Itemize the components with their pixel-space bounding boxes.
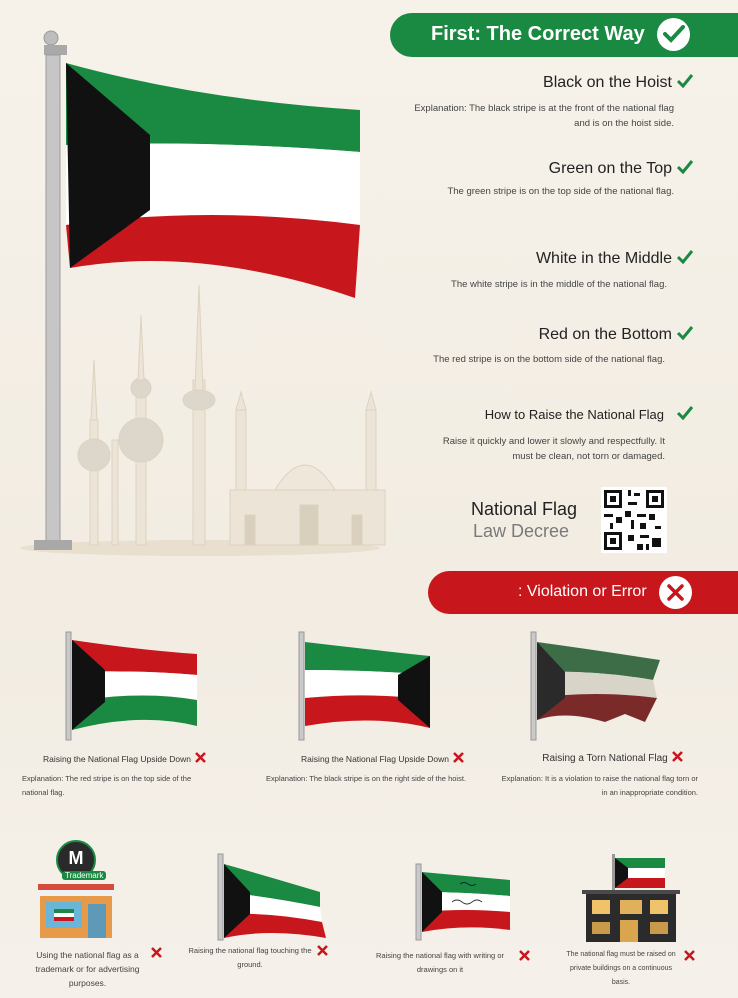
kuwait-towers-illustration [20, 285, 385, 556]
x-icon [683, 949, 696, 962]
x-icon [452, 751, 465, 764]
violation-1-title: Raising the National Flag Upside Down [43, 754, 191, 764]
violation-4-title: Using the national flag as a trademark or for advertising purposes. [35, 950, 140, 988]
rule-3-title: White in the Middle [535, 250, 672, 267]
rule-3 [536, 249, 694, 268]
rule-5-title: How to Raise the National Flag [484, 407, 664, 422]
violation-title: : Violation or Error [518, 583, 647, 600]
flag-touching-ground [210, 852, 330, 942]
rule-5 [485, 405, 694, 422]
rule-5-desc: Raise it quickly and lower it slowly and respectfully. It must be clean, not torn or damaged. [442, 436, 665, 462]
rule-2-title: Green on the Top [548, 160, 672, 177]
correct-way-title: First: The Correct Way [431, 23, 645, 45]
qr-code-icon[interactable] [601, 487, 667, 553]
rule-1 [543, 73, 694, 92]
check-icon [676, 325, 694, 341]
trademark-logo-letter: M [68, 848, 84, 868]
check-icon [676, 249, 694, 265]
x-icon [518, 949, 531, 962]
violation-banner [428, 571, 738, 614]
shop-icon [36, 882, 116, 940]
violation-5-title: Raising the national flag touching the ground. [188, 946, 312, 969]
rule-3-desc: The white stripe is in the middle of the national flag. [451, 279, 667, 290]
x-icon [671, 750, 684, 763]
violation-2-desc: Explanation: The black stripe is on the right side of the hoist. [266, 774, 466, 783]
flag-on-private-building [580, 852, 680, 944]
violation-1 [30, 751, 220, 764]
check-icon [676, 405, 694, 421]
rule-4 [539, 325, 694, 344]
x-icon [194, 751, 207, 764]
violation-2-title: Raising the National Flag Upside Down [301, 754, 449, 764]
rule-4-title: Red on the Bottom [538, 326, 672, 343]
trademark-label: Trademark [62, 871, 106, 880]
main-illustration [0, 0, 400, 560]
check-icon [676, 159, 694, 175]
violation-3-desc: Explanation: It is a violation to raise the national flag torn or in an inappropriate condition. [501, 774, 698, 797]
x-circle-icon [659, 576, 692, 609]
violation-3-title: Raising a Torn National Flag [542, 753, 668, 764]
rule-1-title: Black on the Hoist [543, 74, 672, 91]
violation-3 [528, 750, 698, 764]
violation-7-title: The national flag must be raised on private buildings on a continuous basis. [566, 951, 676, 986]
law-subtitle: Law Decree [473, 521, 570, 541]
violation-1-desc: Explanation: The red stripe is on the top side of the national flag. [22, 774, 192, 797]
check-icon [676, 73, 694, 89]
rule-4-desc: The red stripe is on the bottom side of the national flag. [433, 354, 665, 365]
rule-2 [549, 159, 694, 178]
x-icon [150, 946, 163, 959]
upside-down-flag-2 [293, 630, 438, 742]
kuwait-flag-main [66, 63, 360, 298]
check-circle-icon [657, 18, 690, 51]
correct-way-banner [390, 13, 738, 57]
violation-6-title: Raising the national flag with writing or drawings on it [376, 951, 504, 974]
rule-2-desc: The green stripe is on the top side of the national flag. [447, 186, 674, 197]
x-icon [316, 944, 329, 957]
torn-flag [525, 630, 670, 742]
upside-down-flag-1 [60, 630, 205, 742]
flag-with-writing [410, 862, 515, 942]
rule-1-desc: Explanation: The black stripe is at the front of the national flag and is on the hoist side. [414, 103, 674, 129]
law-title: National Flag [471, 499, 578, 519]
violation-2 [288, 751, 478, 764]
